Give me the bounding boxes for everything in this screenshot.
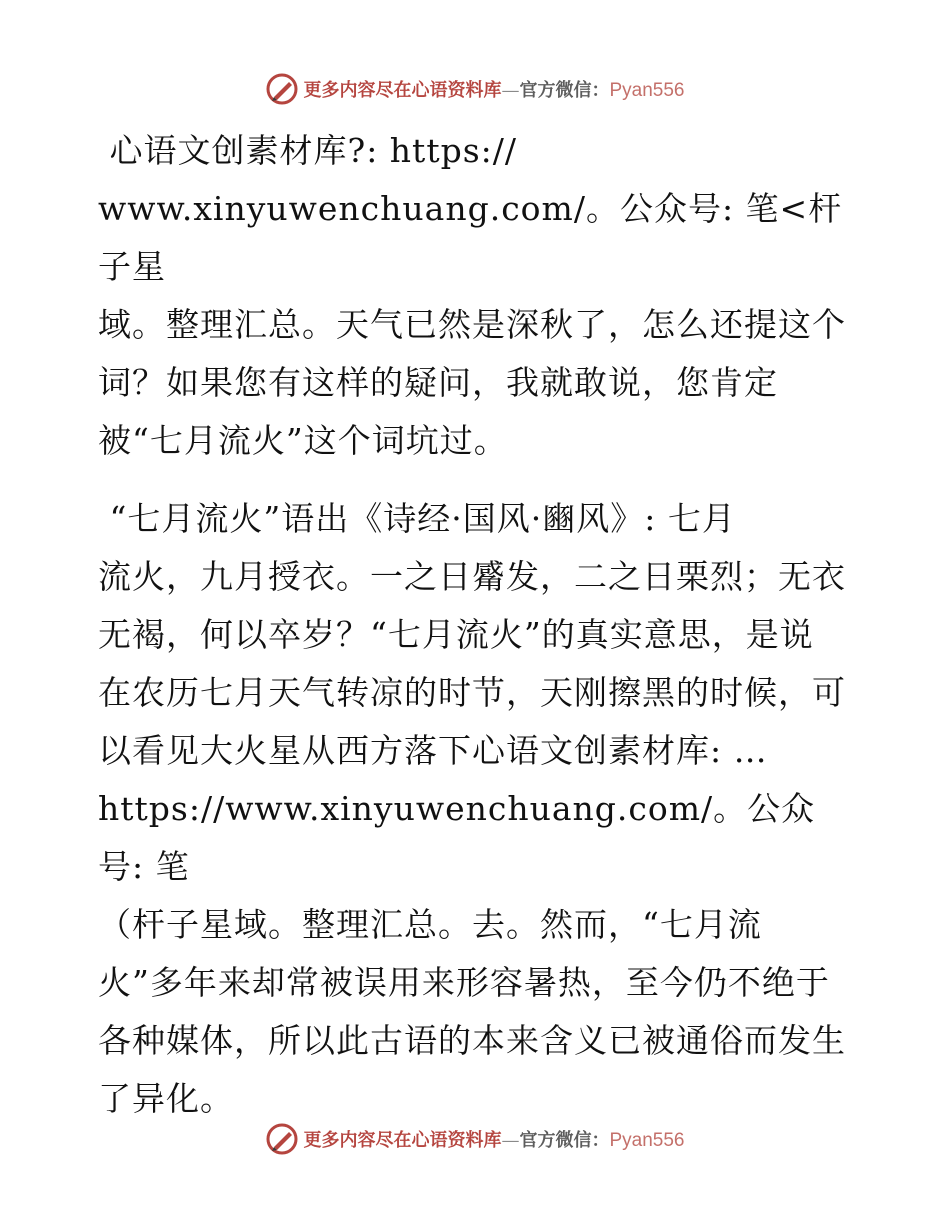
pen-logo-icon <box>265 1122 299 1156</box>
paragraph-1: 心语文创素材库?: https:// www.xinyuwenchuang.com/。公众号: 笔<杆子星 域。整理汇总。天气已然是深秋了，怎么还提这个 词？如果您有这样的疑问，我就敢说，您肯定 被“七月流火”这个词坑过。 <box>98 131 846 460</box>
footer-site-name: 更多内容尽在心语资料库 <box>303 1130 502 1151</box>
document-body <box>98 122 858 1128</box>
paragraph-2: “七月流火”语出《诗经·国风·豳风》: 七月 流火，九月授衣。一之日觱发，二之日栗烈；无衣 无褐，何以卒岁？“七月流火”的真实意思，是说 在农历七月天气转凉的时节，天刚擦黑的时候，可 以看见大火星从西方落下心语文创素材库: … https://www.xinyuwenchuang.com/。公众号: 笔 （杆子星域。整理汇总。去。然而，“七月流 火”多年来却常被误用来形容暑热，至今仍不绝于 各种媒体，所以此古语的本来含义已被通俗而发生 了异化。 <box>98 499 846 1118</box>
header-separator: — <box>501 80 520 101</box>
footer-official-label: 官方微信： <box>519 1130 610 1151</box>
footer-wechat-handle: Pyan556 <box>609 1130 685 1151</box>
header-banner-text <box>303 76 684 102</box>
header-official-label: 官方微信： <box>519 80 610 101</box>
page-footer-banner <box>0 1122 950 1156</box>
footer-separator: — <box>501 1130 520 1151</box>
footer-banner-text <box>303 1126 684 1152</box>
header-wechat-handle: Pyan556 <box>609 80 685 101</box>
page-header-banner <box>0 72 950 106</box>
header-site-name: 更多内容尽在心语资料库 <box>303 80 502 101</box>
pen-logo-icon <box>265 72 299 106</box>
